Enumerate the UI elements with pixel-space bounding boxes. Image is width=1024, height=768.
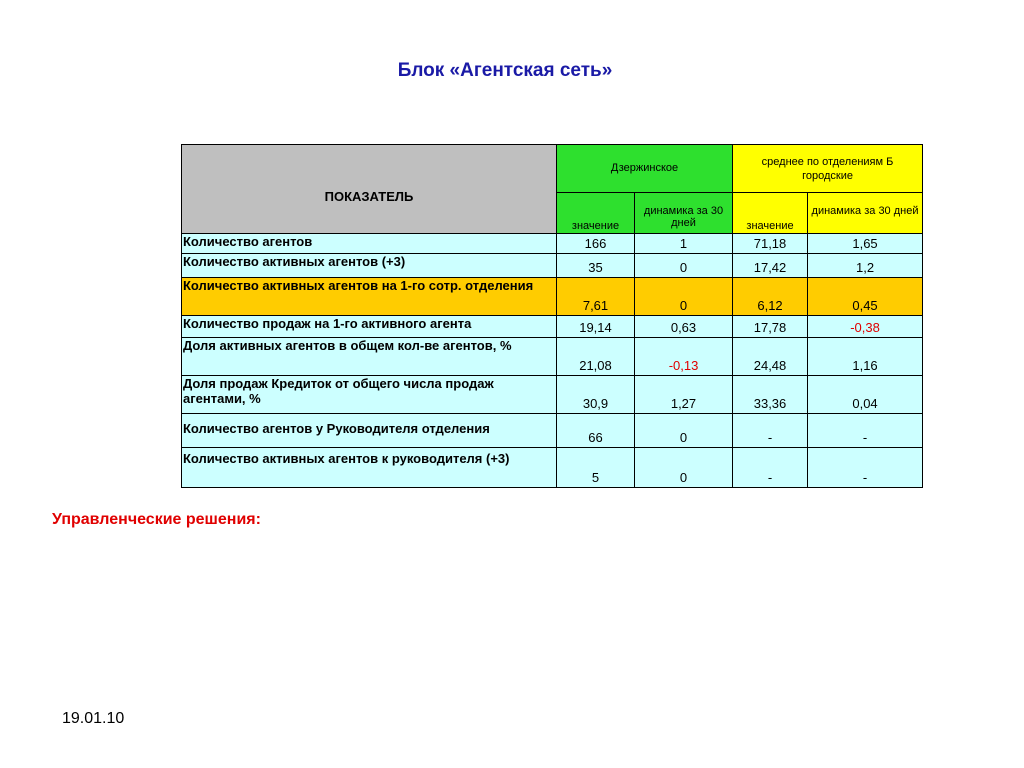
cell-dynamics-average: - <box>808 448 923 488</box>
cell-dynamics-average: 0,04 <box>808 376 923 414</box>
indicator-header: ПОКАЗАТЕЛЬ <box>182 145 557 234</box>
subheader-dynamics-average: динамика за 30 дней <box>808 193 923 234</box>
subheader-dynamics-dzer: динамика за 30 дней <box>635 193 733 234</box>
table-row <box>182 316 923 338</box>
cell-dynamics-dzer: 0 <box>635 278 733 316</box>
cell-dynamics-average: 1,65 <box>808 234 923 254</box>
cell-dynamics-average: 1,16 <box>808 338 923 376</box>
cell-dynamics-average: -0,38 <box>808 316 923 338</box>
cell-value-dzer: 21,08 <box>557 338 635 376</box>
slide-date: 19.01.10 <box>62 710 125 727</box>
management-decisions-label: Управленческие решения: <box>52 511 261 528</box>
cell-value-dzer: 7,61 <box>557 278 635 316</box>
table-row <box>182 278 923 316</box>
row-label: Количество продаж на 1-го активного агента <box>182 316 557 338</box>
cell-dynamics-dzer: 1 <box>635 234 733 254</box>
cell-value-average: 17,42 <box>733 254 808 278</box>
cell-value-average: 24,48 <box>733 338 808 376</box>
cell-dynamics-average: 1,2 <box>808 254 923 278</box>
cell-dynamics-average: 0,45 <box>808 278 923 316</box>
cell-value-dzer: 166 <box>557 234 635 254</box>
subheader-value-average: значение <box>733 193 808 234</box>
cell-dynamics-dzer: -0,13 <box>635 338 733 376</box>
cell-value-average: 71,18 <box>733 234 808 254</box>
cell-dynamics-average: - <box>808 414 923 448</box>
row-label: Количество активных агентов к руководителя (+3) <box>182 448 557 488</box>
cell-value-dzer: 19,14 <box>557 316 635 338</box>
table-header-row <box>182 145 923 193</box>
table-row <box>182 448 923 488</box>
table-row <box>182 234 923 254</box>
cell-value-dzer: 35 <box>557 254 635 278</box>
cell-dynamics-dzer: 1,27 <box>635 376 733 414</box>
cell-value-average: 6,12 <box>733 278 808 316</box>
table-row <box>182 338 923 376</box>
row-label: Количество активных агентов (+3) <box>182 254 557 278</box>
cell-dynamics-dzer: 0 <box>635 448 733 488</box>
subheader-value-dzer: значение <box>557 193 635 234</box>
cell-dynamics-dzer: 0 <box>635 254 733 278</box>
cell-value-dzer: 66 <box>557 414 635 448</box>
row-label: Доля продаж Кредиток от общего числа продаж агентами, % <box>182 376 557 414</box>
cell-value-average: - <box>733 448 808 488</box>
cell-value-dzer: 5 <box>557 448 635 488</box>
row-label: Доля активных агентов в общем кол-ве агентов, % <box>182 338 557 376</box>
group-header-dzerzhinskoe: Дзержинское <box>557 145 733 193</box>
row-label: Количество активных агентов на 1-го сотр. отделения <box>182 278 557 316</box>
cell-value-average: - <box>733 414 808 448</box>
group-header-average: среднее по отделениям Б городские <box>733 145 923 193</box>
table-row <box>182 414 923 448</box>
row-label: Количество агентов у Руководителя отделения <box>182 414 557 448</box>
cell-dynamics-dzer: 0 <box>635 414 733 448</box>
cell-value-average: 33,36 <box>733 376 808 414</box>
table-row <box>182 254 923 278</box>
table-row <box>182 376 923 414</box>
indicators-table <box>181 144 923 488</box>
cell-value-dzer: 30,9 <box>557 376 635 414</box>
cell-dynamics-dzer: 0,63 <box>635 316 733 338</box>
cell-value-average: 17,78 <box>733 316 808 338</box>
page-title: Блок «Агентская сеть» <box>397 60 613 81</box>
row-label: Количество агентов <box>182 234 557 254</box>
